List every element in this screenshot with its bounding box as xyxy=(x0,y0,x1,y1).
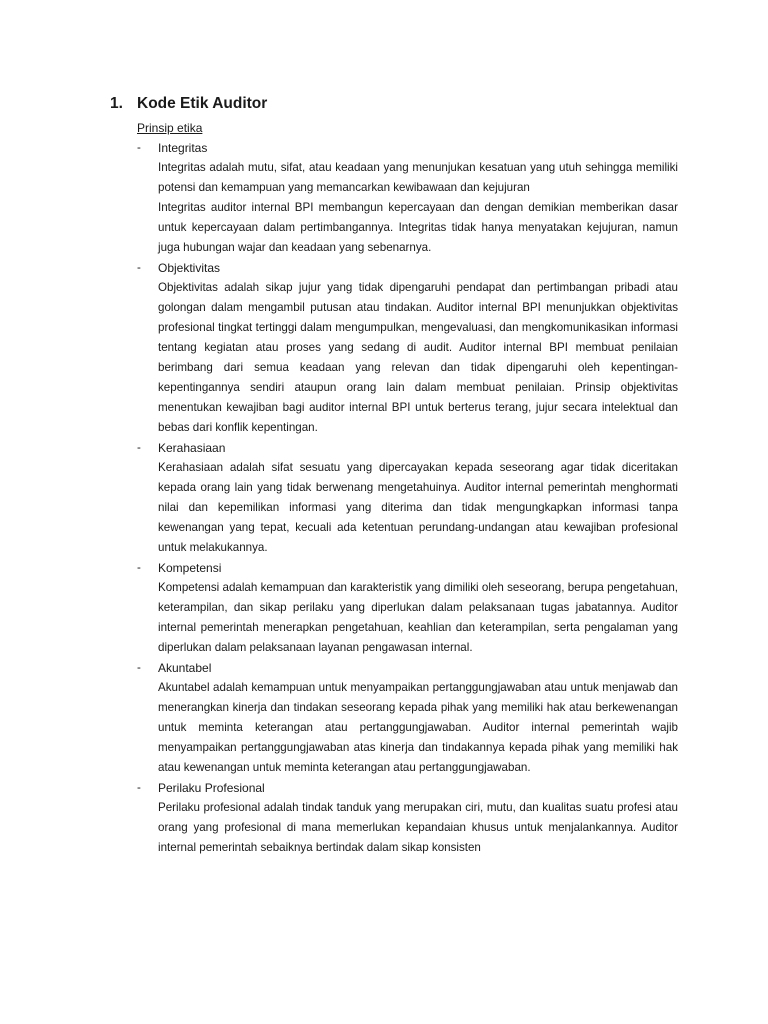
principle-paragraph: Akuntabel adalah kemampuan untuk menyampaikan pertanggungjawaban atau untuk menjawab dan menerangkan kinerja dan tindakan seseorang kepada pihak yang memiliki hak atau berkewenangan untuk meminta keterangan atau pertanggungjawaban. Auditor internal pemerintah wajib menyampaikan pertanggungjawaban atas kinerja dan tindakannya kepada pihak yang memiliki hak atau kewenangan untuk meminta keterangan atau pertanggungjawaban. xyxy=(158,681,678,774)
principle-title: Kerahasiaan xyxy=(158,441,226,455)
principle-paragraph: Objektivitas adalah sikap jujur yang tidak dipengaruhi pendapat dan pertimbangan pribadi atau golongan dalam mengambil putusan atau tindakan. Auditor internal BPI menunjukkan objektivitas profesional tingkat tertinggi dalam mengumpulkan, mengevaluasi, dan mengkomunikasikan informasi tentang kegiatan atau proses yang sedang di audit. Auditor internal BPI membuat penilaian berimbang dari semua keadaan yang relevan dan tidak dipengaruhi oleh kepentingan-kepentingannya sendiri ataupun orang lain dalam membuat penilaian. Prinsip objektivitas menentukan kewajiban bagi auditor internal BPI untuk berterus terang, jujur secara intelektual dan bebas dari konflik kepentingan. xyxy=(158,281,678,434)
principle-title: Kompetensi xyxy=(158,561,222,575)
bullet-dash: - xyxy=(137,781,141,794)
principle-item-perilaku-profesional xyxy=(137,778,678,858)
principles-list xyxy=(137,138,678,858)
subsection-heading: Prinsip etika xyxy=(137,121,203,135)
bullet-dash: - xyxy=(137,141,141,154)
principle-title-row xyxy=(137,258,678,278)
bullet-dash: - xyxy=(137,661,141,674)
bullet-dash: - xyxy=(137,561,141,574)
principle-title: Perilaku Profesional xyxy=(158,781,265,795)
principle-title-row xyxy=(137,438,678,458)
principle-item-akuntabel xyxy=(137,658,678,778)
principle-title-row xyxy=(137,658,678,678)
principle-title: Objektivitas xyxy=(158,261,221,275)
bullet-dash: - xyxy=(137,261,141,274)
principle-title-row xyxy=(137,778,678,798)
principle-item-objektivitas xyxy=(137,258,678,438)
principle-paragraph: Kerahasiaan adalah sifat sesuatu yang dipercayakan kepada seseorang agar tidak diceritakan kepada orang lain yang tidak berwenang mengetahuinya. Auditor internal pemerintah menghormati nilai dan kepemilikan informasi yang diterima dan tidak mengungkapkan informasi tanpa kewenangan yang tepat, kecuali ada ketentuan perundang-undangan atau kewajiban profesional untuk melakukannya. xyxy=(158,461,678,554)
bullet-dash: - xyxy=(137,441,141,454)
principle-item-integritas xyxy=(137,138,678,258)
principle-item-kompetensi xyxy=(137,558,678,658)
principle-item-kerahasiaan xyxy=(137,438,678,558)
principle-title-row xyxy=(137,138,678,158)
principle-title-row xyxy=(137,558,678,578)
principle-title: Akuntabel xyxy=(158,661,212,675)
principle-paragraph: Integritas auditor internal BPI membangun kepercayaan dan dengan demikian memberikan dasar untuk kepercayaan dalam pertimbangannya. Integritas tidak hanya menyatakan kejujuran, namun juga hubungan wajar dan keadaan yang sebenarnya. xyxy=(158,201,678,254)
principle-paragraph: Integritas adalah mutu, sifat, atau keadaan yang menunjukan kesatuan yang utuh sehingga memiliki potensi dan kemampuan yang memancarkan kewibawaan dan kejujuran xyxy=(158,161,678,194)
section-heading xyxy=(110,95,267,113)
principle-title: Integritas xyxy=(158,141,208,155)
principle-paragraph: Perilaku profesional adalah tindak tanduk yang merupakan ciri, mutu, dan kualitas suatu profesi atau orang yang profesional di mana memerlukan kepandaian khusus untuk menjalankannya. Auditor internal pemerintah sebaiknya bertindak dalam sikap konsisten xyxy=(158,801,678,854)
section-number: 1. xyxy=(110,95,123,112)
section-title: Kode Etik Auditor xyxy=(137,95,268,112)
principle-paragraph: Kompetensi adalah kemampuan dan karakteristik yang dimiliki oleh seseorang, berupa pengetahuan, keterampilan, dan sikap perilaku yang diperlukan dalam pelaksanaan tugas jabatannya. Auditor internal pemerintah menerapkan pengetahuan, keahlian dan keterampilan, serta pengalaman yang diperlukan dalam pelaksanaan layanan pengawasan internal. xyxy=(158,581,678,654)
